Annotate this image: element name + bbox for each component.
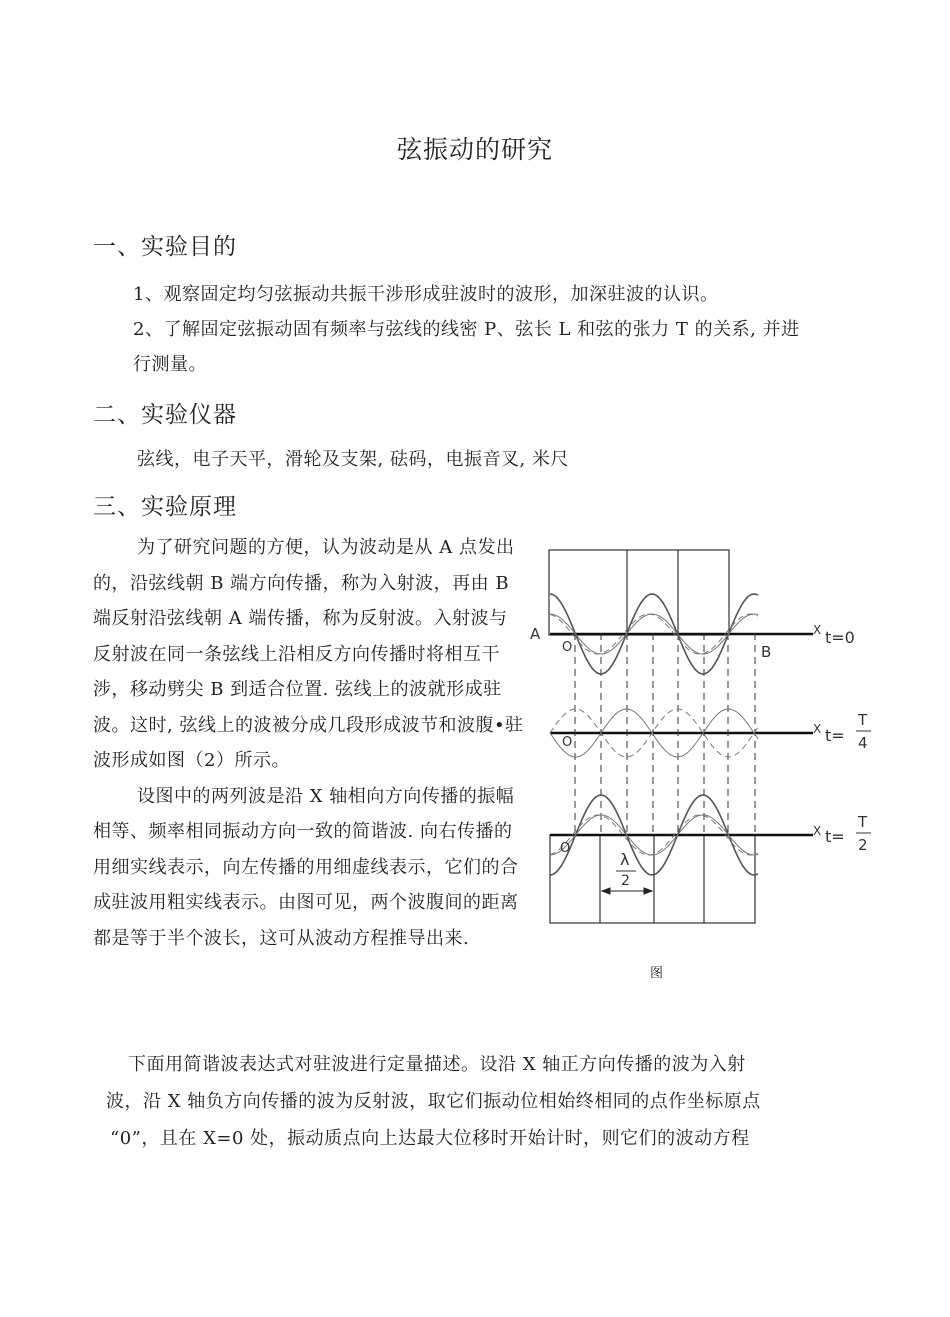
section-heading-principle: 三、实验原理 xyxy=(93,494,237,520)
time-label-t-eq-1: t= xyxy=(825,726,845,745)
lambda-denominator: 2 xyxy=(621,873,630,889)
purpose-item-2-line1: 2、了解固定弦振动固有频率与弦线的线密 P、弦长 L 和弦的张力 T 的关系, 并进 xyxy=(133,319,800,340)
time-label-4: 4 xyxy=(858,734,868,752)
figure-label-o-2: O xyxy=(562,735,573,750)
principle-paragraph-2: 设图中的两列波是沿 X 轴相向方向传播的振幅相等、频率相同振动方向一致的简谐波. 向右传播的用细实线表示，向左传播的用细虚线表示，它们的合成驻波用粗实线表示。由图可见，两个波腹间的距离都是等于半个波长，这可从波动方程推导出来. xyxy=(93,785,519,949)
purpose-item-1: 1、观察固定均匀弦振动共振干涉形成驻波时的波形，加深驻波的认识。 xyxy=(133,284,719,305)
principle-text-column xyxy=(93,530,525,956)
apparatus-list: 弦线，电子天平，滑轮及支架, 砝码，电振音叉, 米尺 xyxy=(137,449,569,470)
purpose-item-2-line2: 行测量。 xyxy=(133,354,207,375)
principle-bottom-line-2: 波，沿 X 轴负方向传播的波为反射波，取它们振动位相始终相同的点作坐标原点 xyxy=(106,1091,761,1112)
figure-caption: 图 xyxy=(650,966,664,981)
time-label-2: 2 xyxy=(858,836,868,854)
section-heading-purpose: 一、实验目的 xyxy=(93,234,237,260)
axis-x-label-3: X xyxy=(813,824,822,838)
principle-paragraph-1: 为了研究问题的方便，认为波动是从 A 点发出的，沿弦线朝 B 端方向传播，称为入射波，再由 B 端反射沿弦线朝 A 端传播，称为反射波。入射波与反射波在同一条弦线上沿相反方向传播时将相互干涉，移动劈尖 B 到适合位置. 弦线上的波就形成驻波。这时, 弦线上的波被分成几段形成波节和波腹•驻波形成如图（2）所示。 xyxy=(93,537,524,771)
section-heading-apparatus: 二、实验仪器 xyxy=(93,402,237,428)
time-label-T-1: T xyxy=(858,711,868,729)
lambda-symbol: λ xyxy=(620,850,630,869)
figure-label-o-1: O xyxy=(562,640,573,655)
figure-frame-bottom xyxy=(550,835,755,923)
axis-x-label-2: X xyxy=(813,722,822,736)
figure-label-a: A xyxy=(530,625,541,643)
principle-bottom-line-3: “0”，且在 X=0 处，振动质点向上达最大位移时开始计时，则它们的波动方程 xyxy=(110,1128,750,1149)
time-label-t-eq-2: t= xyxy=(825,827,845,846)
axis-x-label-1: X xyxy=(813,623,822,637)
page-title: 弦振动的研究 xyxy=(396,135,553,164)
principle-bottom-line-1: 下面用简谐波表达式对驻波进行定量描述。设沿 X 轴正方向传播的波为入射 xyxy=(128,1054,746,1075)
time-label-t0: t=0 xyxy=(825,628,855,647)
time-label-T-2: T xyxy=(858,813,868,831)
figure-label-o-3: O xyxy=(560,841,571,856)
figure-frame-top xyxy=(549,550,729,635)
figure-label-b: B xyxy=(761,643,772,661)
standing-wave-figure xyxy=(528,545,868,930)
